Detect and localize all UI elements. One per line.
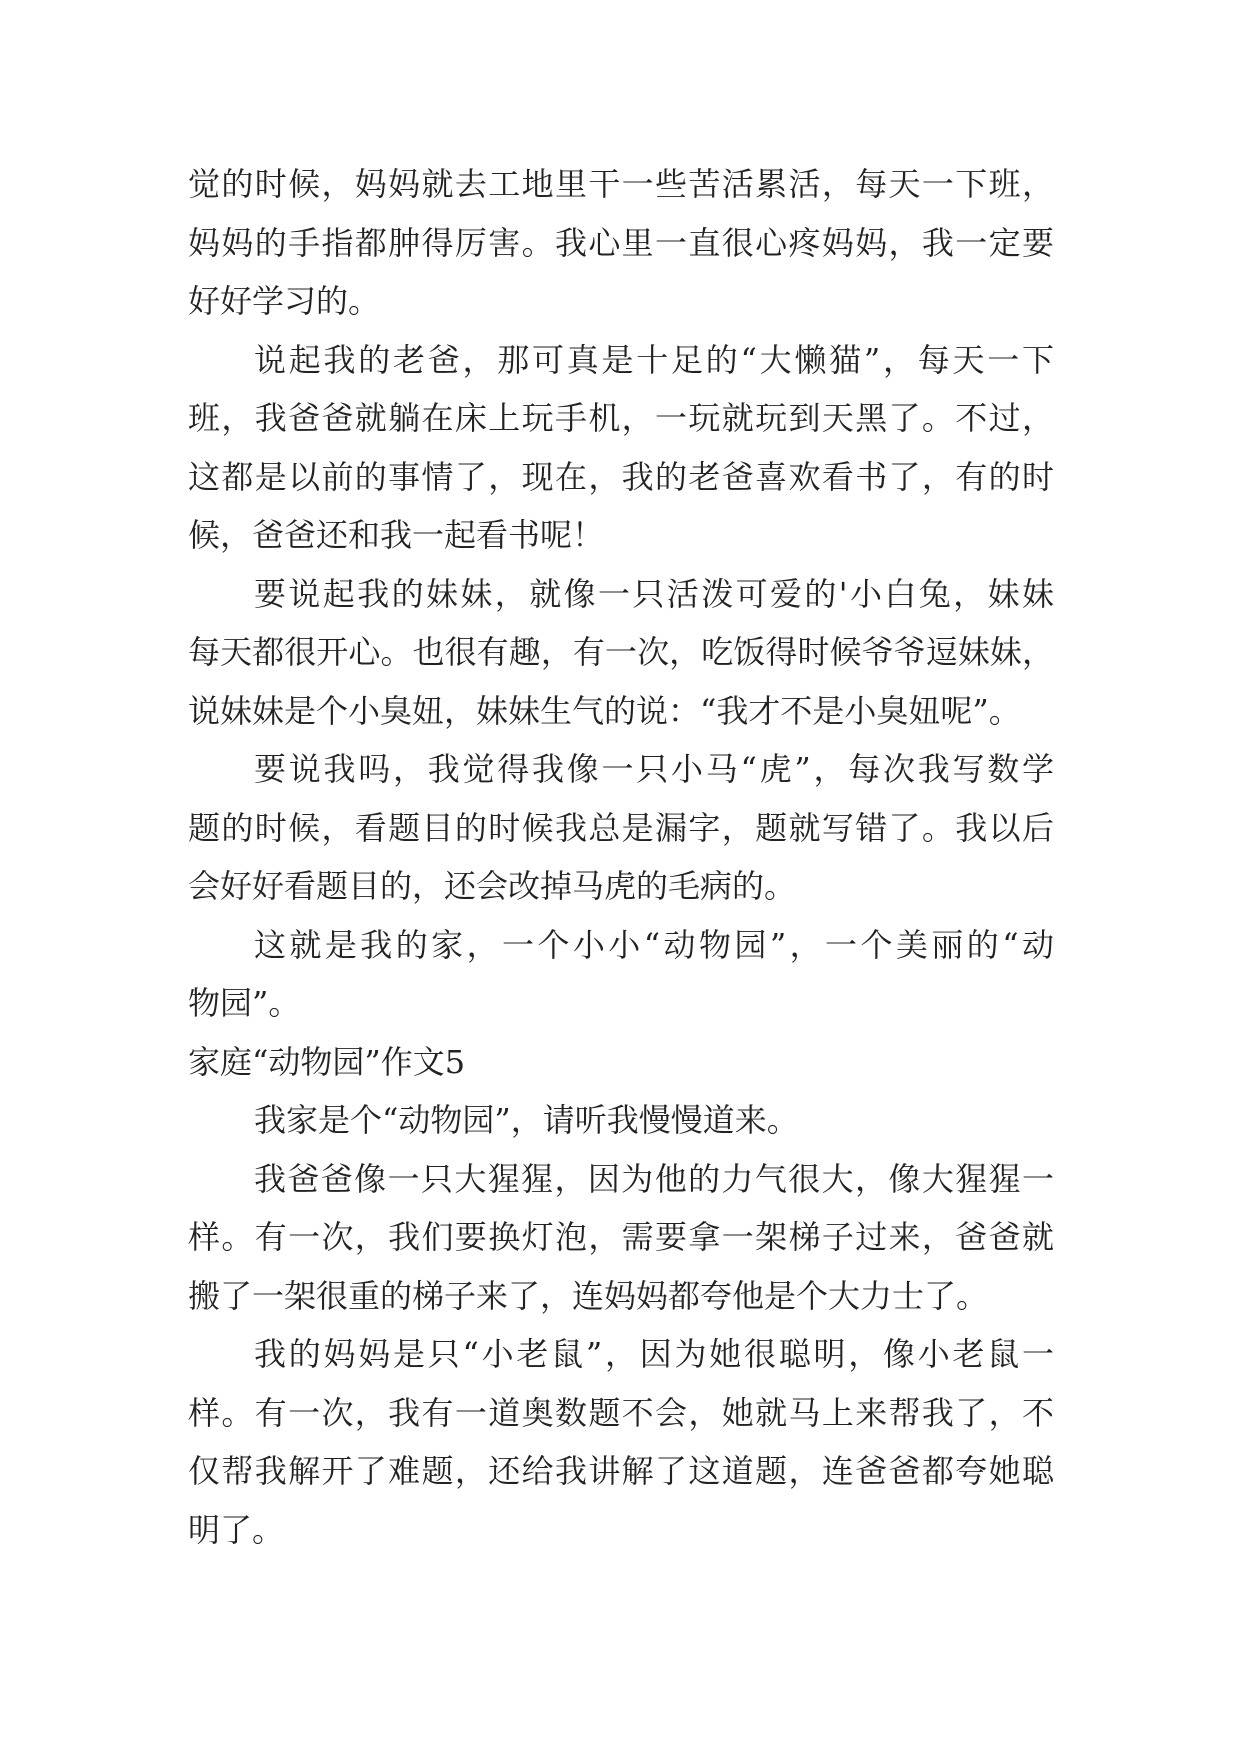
text-line: 物园”。 <box>188 984 301 1022</box>
text-line: 每天都很开心。也很有趣，有一次，吃饭得时候爷爷逗妹妹， <box>188 633 1054 671</box>
text-line: 候，爸爸还和我一起看书呢！ <box>188 516 605 554</box>
text-line: 这就是我的家，一个小小“动物园”，一个美丽的“动 <box>254 925 1054 964</box>
text-line: 要说我吗，我觉得我像一只小马“虎”，每次我写数学 <box>254 750 1054 788</box>
text-line: 会好好看题目的，还会改掉马虎的毛病的。 <box>188 867 797 905</box>
text-line: 这都是以前的事情了，现在，我的老爸喜欢看书了，有的时 <box>188 457 1054 496</box>
paragraph <box>188 565 1054 741</box>
essay-title: 家庭“动物园”作文5 <box>188 1042 466 1081</box>
text-line: 明了。 <box>188 1510 285 1549</box>
paragraph <box>188 1325 1054 1559</box>
text-line: 样。有一次，我有一道奥数题不会，她就马上来帮我了，不 <box>188 1393 1054 1432</box>
paragraph <box>188 1150 1054 1326</box>
paragraph <box>188 740 1054 916</box>
text-line: 样。有一次，我们要换灯泡，需要拿一架梯子过来，爸爸就 <box>188 1218 1054 1256</box>
text-line: 觉的时候，妈妈就去工地里干一些苦活累活，每天一下班， <box>188 165 1054 203</box>
paragraph <box>188 155 1054 331</box>
text-line: 搬了一架很重的梯子来了，连妈妈都夸他是个大力士了。 <box>188 1276 989 1315</box>
text-line: 我的妈妈是只“小老鼠”，因为她很聪明，像小老鼠一 <box>254 1335 1054 1373</box>
text-line: 说妹妹是个小臭妞，妹妹生气的说：“我才不是小臭妞呢”。 <box>188 691 1021 730</box>
text-line: 妈妈的手指都肿得厉害。我心里一直很心疼妈妈，我一定要 <box>188 223 1054 262</box>
text-line: 我家是个“动物园”，请听我慢慢道来。 <box>254 1101 799 1139</box>
text-line: 好好学习的。 <box>188 282 381 320</box>
text-line: 我爸爸像一只大猩猩，因为他的力气很大，像大猩猩一 <box>254 1159 1054 1198</box>
text-line: 班，我爸爸就躺在床上玩手机，一玩就玩到天黑了。不过， <box>188 399 1054 437</box>
document-body <box>188 155 1054 1559</box>
text-line: 题的时候，看题目的时候我总是漏字，题就写错了。我以后 <box>188 808 1054 847</box>
paragraph <box>188 1091 1054 1150</box>
text-line: 要说起我的妹妹，就像一只活泼可爱的'小白兔，妹妹 <box>254 574 1054 613</box>
paragraph <box>188 916 1054 1033</box>
text-line: 说起我的老爸，那可真是十足的“大懒猫”，每天一下 <box>254 340 1054 379</box>
paragraph <box>188 331 1054 565</box>
text-line: 仅帮我解开了难题，还给我讲解了这道题，连爸爸都夸她聪 <box>188 1452 1054 1490</box>
